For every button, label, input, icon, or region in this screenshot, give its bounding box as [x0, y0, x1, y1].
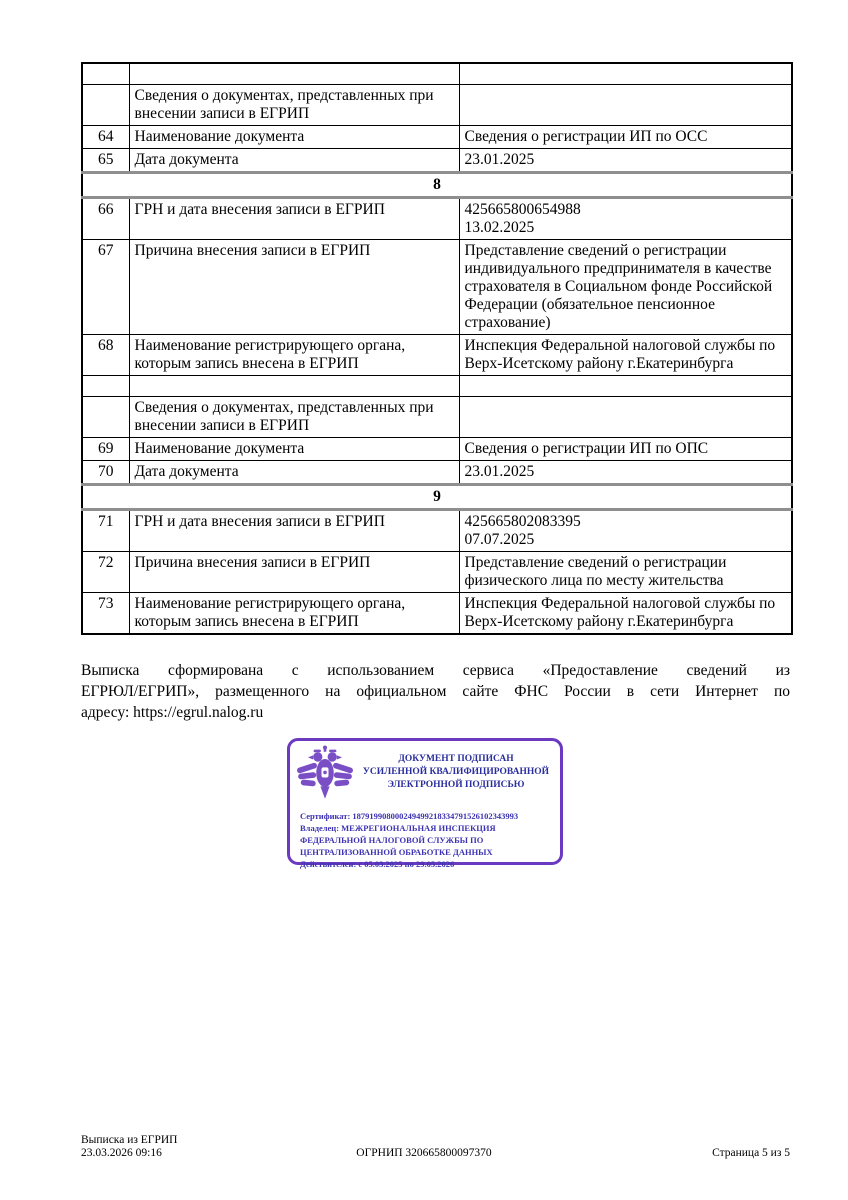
footer-ogrnip: ОГРНИП 320665800097370	[356, 1147, 492, 1159]
row-number: 72	[82, 552, 129, 593]
row-number: 68	[82, 335, 129, 376]
egrip-records-table	[81, 62, 793, 635]
section-number: 8	[82, 173, 792, 198]
row-label: Наименование документа	[129, 126, 459, 149]
table-row	[82, 126, 792, 149]
table-row	[82, 510, 792, 552]
note-line: адресу: https://egrul.nalog.ru	[81, 704, 264, 721]
row-value: Представление сведений о регистрации физического лица по месту жительства	[459, 552, 792, 593]
row-number: 66	[82, 198, 129, 240]
table-row	[82, 552, 792, 593]
subheader-label: Сведения о документах, представленных при внесении записи в ЕГРИП	[129, 397, 459, 438]
row-number: 71	[82, 510, 129, 552]
table-row-spacer	[82, 376, 792, 397]
row-number: 64	[82, 126, 129, 149]
row-label: Наименование документа	[129, 438, 459, 461]
table-row	[82, 149, 792, 173]
row-value: 23.01.2025	[459, 461, 792, 485]
empty-cell	[459, 63, 792, 85]
table-row-subheader	[82, 397, 792, 438]
row-label: Дата документа	[129, 461, 459, 485]
service-note-paragraph	[81, 660, 790, 723]
row-number: 69	[82, 438, 129, 461]
row-number: 70	[82, 461, 129, 485]
stamp-title-line: УСИЛЕННОЙ КВАЛИФИЦИРОВАННОЙ	[362, 767, 550, 777]
empty-cell	[129, 63, 459, 85]
row-value: 23.01.2025	[459, 149, 792, 173]
footer-document-title: Выписка из ЕГРИП	[81, 1134, 178, 1146]
row-number: 65	[82, 149, 129, 173]
row-number	[82, 397, 129, 438]
row-label: ГРН и дата внесения записи в ЕГРИП	[129, 510, 459, 552]
row-number: 67	[82, 240, 129, 335]
row-label: Наименование регистрирующего органа, которым запись внесена в ЕГРИП	[129, 335, 459, 376]
note-line: Выписка сформирована с использованием сервиса «Предоставление сведений из	[81, 662, 790, 679]
row-value: 425665802083395 07.07.2025	[459, 510, 792, 552]
stamp-title-line: ЭЛЕКТРОННОЙ ПОДПИСЬЮ	[387, 780, 525, 790]
empty-cell	[129, 376, 459, 397]
empty-cell	[82, 63, 129, 85]
row-value: Сведения о регистрации ИП по ОПС	[459, 438, 792, 461]
table-row	[82, 240, 792, 335]
subheader-value	[459, 397, 792, 438]
empty-cell	[82, 376, 129, 397]
row-number: 73	[82, 593, 129, 635]
stamp-owner: Владелец: МЕЖРЕГИОНАЛЬНАЯ ИНСПЕКЦИЯ ФЕДЕРАЛЬНОЙ НАЛОГОВОЙ СЛУЖБЫ ПО ЦЕНТРАЛИЗОВАННОЙ ОБРАБОТКЕ ДАННЫХ	[300, 823, 496, 857]
empty-cell	[459, 376, 792, 397]
row-value: Представление сведений о регистрации индивидуального предпринимателя в качестве страхователя в Социальном фонде Российской Федерации (обязательное пенсионное страхование)	[459, 240, 792, 335]
signature-stamp	[287, 738, 563, 869]
subheader-value	[459, 85, 792, 126]
table-row-section	[82, 173, 792, 198]
stamp-title-line: ДОКУМЕНТ ПОДПИСАН	[398, 754, 514, 764]
russian-coat-of-arms-icon	[294, 744, 358, 811]
table-row	[82, 198, 792, 240]
table-row-section	[82, 485, 792, 510]
row-value: 425665800654988 13.02.2025	[459, 198, 792, 240]
footer-page-number: Страница 5 из 5	[712, 1147, 790, 1159]
row-label: Причина внесения записи в ЕГРИП	[129, 552, 459, 593]
row-label: Дата документа	[129, 149, 459, 173]
table-row	[82, 438, 792, 461]
stamp-title	[358, 753, 554, 792]
stamp-validity: Действителен: с 05.03.2025 по 29.05.2026	[300, 859, 455, 869]
section-number: 9	[82, 485, 792, 510]
table-row	[82, 593, 792, 635]
row-value: Сведения о регистрации ИП по ОСС	[459, 126, 792, 149]
stamp-certificate: Сертификат: 187919908000249499218334791526102343993	[300, 811, 519, 821]
stamp-details	[300, 810, 538, 870]
row-label: Наименование регистрирующего органа, которым запись внесена в ЕГРИП	[129, 593, 459, 635]
row-label: Причина внесения записи в ЕГРИП	[129, 240, 459, 335]
row-value: Инспекция Федеральной налоговой службы по Верх-Исетскому району г.Екатеринбурга	[459, 335, 792, 376]
row-label: ГРН и дата внесения записи в ЕГРИП	[129, 198, 459, 240]
table-row-spacer	[82, 63, 792, 85]
footer-timestamp: 23.03.2026 09:16	[81, 1147, 162, 1159]
row-number	[82, 85, 129, 126]
note-line: ЕГРЮЛ/ЕГРИП», размещенного на официальном сайте ФНС России в сети Интернет по	[81, 683, 790, 700]
table-row-subheader	[82, 85, 792, 126]
table-row	[82, 461, 792, 485]
subheader-label: Сведения о документах, представленных при внесении записи в ЕГРИП	[129, 85, 459, 126]
row-value: Инспекция Федеральной налоговой службы по Верх-Исетскому району г.Екатеринбурга	[459, 593, 792, 635]
table-row	[82, 335, 792, 376]
